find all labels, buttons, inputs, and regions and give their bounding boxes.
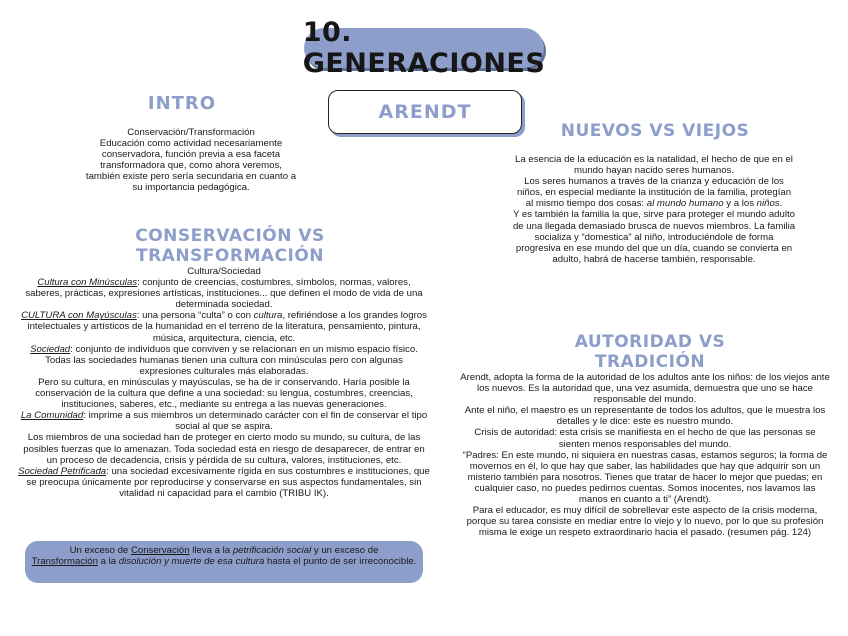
arendt-label-box	[328, 90, 522, 134]
miembros-paragraph: Los miembros de una sociedad han de proteger en cierto modo su mundo, su cultura, de las posibles fuerzas que lo amenazan. Toda sociedad está en riesgo de desaparecer, de entrar en un proceso de decadencia, crisis y pérdida de su cultura, valores, instituciones, etc.	[23, 432, 425, 466]
summary-box	[25, 541, 423, 583]
paragraph-text: y a los	[723, 198, 757, 210]
nuevos-paragraph: La esencia de la educación es la natalidad, el hecho de que en el mundo hayan nacido seres humanos.	[515, 154, 793, 177]
intro-text	[60, 127, 322, 194]
cultura-minusculas	[18, 277, 430, 310]
autoridad-paragraph: Crisis de autoridad: esta crisis se manifiesta en el hecho de que las personas se sienten menos responsables del mundo.	[474, 427, 816, 450]
conservacion-text	[18, 266, 430, 499]
nuevos-paragraph: Y es también la familia la que, sirve para proteger el mundo adulto de una llegada demasiado brusca de nuevos miembros. La familia socializa y “domestica” al niño, introduciéndole de forma progresiva en ese mundo del que un día, cuando se convierta en adulto, habrá de hacerse también, responsable.	[512, 209, 796, 265]
page-title-banner	[302, 17, 546, 79]
definition-text: : una persona “culta” o con	[136, 310, 254, 322]
nuevos-text	[512, 154, 796, 265]
italic-text: niños	[756, 198, 780, 210]
conservacion-heading: CONSERVACIÓN VS TRANSFORMACIÓN	[135, 226, 325, 266]
summary-text: hasta el punto de ser irreconocible.	[264, 556, 417, 568]
intro-line: también existe pero sería secundaria en cuanto a	[85, 171, 297, 183]
term-cultura-minusculas: Cultura con Minúsculas	[37, 277, 138, 289]
definition-text: , refiriéndose a los grandes logros intelectuales y artísticos de la humanidad en el terreno de la literatura, pensamiento, pintura, música, arquitectura, ciencia, etc.	[27, 310, 427, 344]
summary-italic: disolución y muerte de esa cultura	[118, 556, 265, 568]
term-cultura-mayusculas: CULTURA con Mayúsculas	[21, 310, 137, 322]
intro-line: transformadora que, como ahora veremos,	[100, 160, 282, 172]
term-comunidad: La Comunidad	[20, 410, 84, 422]
arendt-label: ARENDT	[378, 101, 472, 123]
definition-text: : imprime a sus miembros un determinado carácter con el fin de conservar el tipo social al que se aspira.	[83, 410, 428, 433]
nuevos-heading: NUEVOS VS VIEJOS	[560, 121, 750, 141]
summary-text: a la	[97, 556, 119, 568]
summary-term-transformacion: Transformación	[31, 556, 98, 568]
definition-text: : una sociedad excesivamente rígida en sus costumbres e instituciones, que se preocupa únicamente por reproducirse y conservarse en sus aspectos fundamentales, sin vitalidad ni capacidad para el cambio (TRIBU IK).	[26, 465, 430, 499]
paragraph-text: Los seres humanos a través de la crianza y educación de los niños, en especial mediante la institución de la familia, protegían al mismo tiempo dos cosas:	[516, 176, 792, 210]
intro-line: Educación como actividad necesariamente	[99, 138, 283, 150]
conservacion-subtitle: Cultura/Sociedad	[187, 266, 261, 277]
autoridad-paragraph: Para el educador, es muy difícil de sobrellevar este aspecto de la crisis moderna, porque su tarea consiste en mediar entre lo viejo y lo nuevo, por lo que su profesión misma le exige un respeto extraordinario hacia el pasado. (resumen pág. 124)	[466, 505, 824, 539]
comunidad-definition	[18, 410, 430, 432]
autoridad-text	[460, 372, 830, 538]
petrificada-definition	[18, 466, 430, 499]
intro-line: su importancia pedagógica.	[132, 182, 250, 194]
intro-heading: INTRO	[147, 93, 217, 114]
summary-text: y un exceso de	[311, 545, 379, 556]
definition-text: : conjunto de creencias, costumbres, símbolos, normas, valores, saberes, prácticas, expresiones artísticas, instituciones... que definen el modo de vida de una determinada sociedad.	[25, 277, 423, 311]
pero-paragraph: Pero su cultura, en minúsculas y mayúsculas, se ha de ir conservando. Haría posible la conservación de la cultura que define a una sociedad: su lengua, costumbres, creencias, instituciones, saberes, etc., mediante su entrega a las nuevas generaciones.	[35, 376, 413, 411]
italic-text: cultura	[253, 310, 283, 322]
summary-text: lleva a la	[189, 545, 233, 556]
italic-text: al mundo humano	[646, 198, 724, 210]
term-sociedad-petrificada: Sociedad Petrificada	[18, 465, 107, 477]
paragraph-text: .	[779, 198, 783, 210]
intro-line: Conservación/Transformación	[127, 127, 255, 138]
summary-term-conservacion: Conservación	[130, 545, 190, 556]
sociedad-definition	[18, 344, 430, 377]
autoridad-paragraph: Arendt, adopta la forma de la autoridad de los adultos ante los niños: de los viejos ante los nuevos. Es la autoridad que, una vez asumida, demuestra que uno se hace responsable del mundo.	[460, 372, 830, 406]
autoridad-quote: “Padres: En este mundo, ni siquiera en nuestras casas, estamos seguros; la forma de movernos en él, lo que hay que saber, las habilidades que hay que adquirir son un misterio también para nosotros. Tienes que tratar de hacer lo mejor que puedas; en cualquier caso, no puedes pedirnos cuentas. Somos inocentes, nos lavamos las manos en cuanto a ti” (Arendt).	[462, 449, 828, 506]
summary-text: Un exceso de	[69, 545, 131, 556]
page-title: 10. GENERACIONES	[302, 17, 546, 79]
autoridad-heading: AUTORIDAD VS TRADICIÓN	[574, 332, 726, 372]
autoridad-paragraph: Ante el niño, el maestro es un representante de todos los adultos, que le muestra los detalles y le dice: este es nuestro mundo.	[464, 405, 826, 428]
term-sociedad: Sociedad	[30, 343, 71, 355]
intro-line: conservadora, función previa a esa faceta	[101, 149, 281, 161]
nuevos-paragraph	[512, 176, 796, 209]
cultura-mayusculas	[18, 310, 430, 343]
definition-text: : conjunto de individuos que conviven y se relacionan en un mismo espacio físico. Todas las sociedades humanas tienen una cultura con minúsculas pero con algunas expresiones culturales más elaboradas.	[45, 343, 418, 377]
summary-italic: petrificación social	[232, 545, 312, 556]
